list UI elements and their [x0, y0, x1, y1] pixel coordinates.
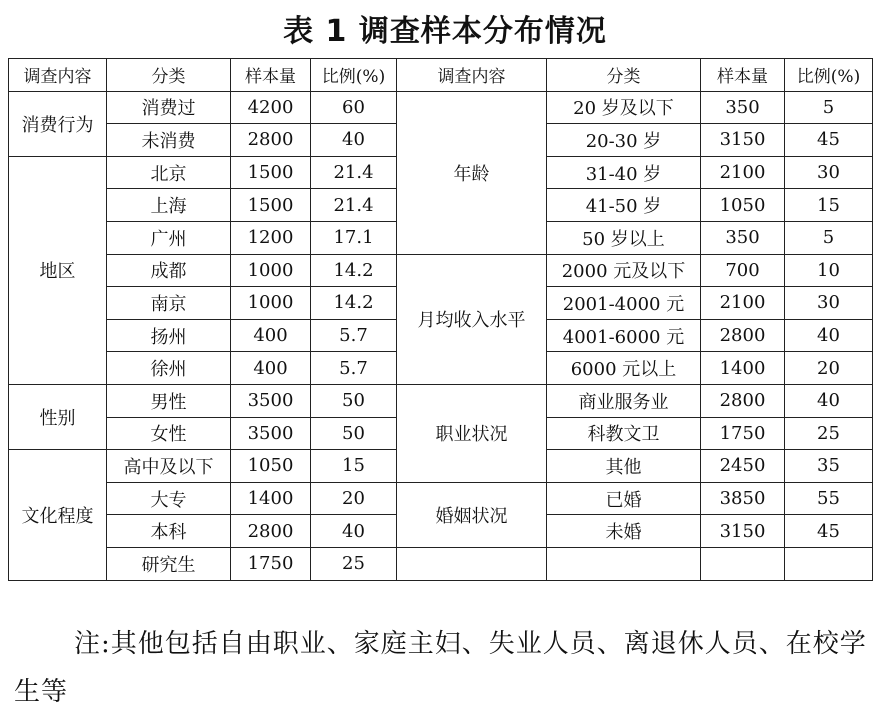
left-sample: 400	[231, 319, 311, 352]
header-left-category: 分类	[107, 59, 231, 92]
header-right-sample: 样本量	[701, 59, 785, 92]
left-category: 成都	[107, 254, 231, 287]
left-category: 研究生	[107, 547, 231, 580]
header-left-content: 调查内容	[9, 59, 107, 92]
left-category: 高中及以下	[107, 450, 231, 483]
left-sample: 2800	[231, 515, 311, 548]
left-sample: 3500	[231, 384, 311, 417]
left-category: 大专	[107, 482, 231, 515]
right-ratio	[785, 547, 873, 580]
header-right-ratio: 比例(%)	[785, 59, 873, 92]
right-ratio: 40	[785, 384, 873, 417]
right-ratio: 45	[785, 124, 873, 157]
right-ratio: 55	[785, 482, 873, 515]
left-ratio: 21.4	[311, 156, 397, 189]
header-right-content: 调查内容	[397, 59, 547, 92]
right-sample: 1750	[701, 417, 785, 450]
left-category: 未消费	[107, 124, 231, 157]
right-sample: 2800	[701, 384, 785, 417]
right-sample: 1050	[701, 189, 785, 222]
left-ratio: 17.1	[311, 221, 397, 254]
table-row	[9, 547, 873, 580]
right-category: 已婚	[547, 482, 701, 515]
right-category: 2001-4000 元	[547, 287, 701, 320]
right-ratio: 5	[785, 91, 873, 124]
right-ratio: 15	[785, 189, 873, 222]
table-title: 表 1 调查样本分布情况	[283, 14, 607, 49]
left-category: 广州	[107, 221, 231, 254]
group-age: 年龄	[397, 91, 547, 254]
right-ratio: 35	[785, 450, 873, 483]
table-row	[9, 384, 873, 417]
footnote: 注:其他包括自由职业、家庭主妇、失业人员、离退休人员、在校学生等	[14, 629, 867, 707]
left-sample: 1050	[231, 450, 311, 483]
left-category: 北京	[107, 156, 231, 189]
group-gender: 性别	[9, 384, 107, 449]
empty-cell	[397, 547, 547, 580]
left-ratio: 5.7	[311, 319, 397, 352]
right-sample: 350	[701, 221, 785, 254]
right-category: 50 岁以上	[547, 221, 701, 254]
right-ratio: 30	[785, 287, 873, 320]
right-category: 31-40 岁	[547, 156, 701, 189]
table-header-row	[9, 59, 873, 92]
left-sample: 1200	[231, 221, 311, 254]
group-occupation: 职业状况	[397, 384, 547, 482]
left-sample: 400	[231, 352, 311, 385]
left-sample: 1750	[231, 547, 311, 580]
left-ratio: 15	[311, 450, 397, 483]
right-sample: 2800	[701, 319, 785, 352]
left-ratio: 50	[311, 417, 397, 450]
right-ratio: 20	[785, 352, 873, 385]
right-category: 20 岁及以下	[547, 91, 701, 124]
left-category: 上海	[107, 189, 231, 222]
right-category: 2000 元及以下	[547, 254, 701, 287]
right-sample: 350	[701, 91, 785, 124]
right-ratio: 25	[785, 417, 873, 450]
left-ratio: 5.7	[311, 352, 397, 385]
right-category: 4001-6000 元	[547, 319, 701, 352]
left-sample: 1500	[231, 189, 311, 222]
right-ratio: 10	[785, 254, 873, 287]
right-sample: 3850	[701, 482, 785, 515]
group-marital: 婚姻状况	[397, 482, 547, 547]
left-ratio: 60	[311, 91, 397, 124]
left-sample: 2800	[231, 124, 311, 157]
left-ratio: 14.2	[311, 287, 397, 320]
right-category: 商业服务业	[547, 384, 701, 417]
group-education: 文化程度	[9, 450, 107, 580]
left-category: 消费过	[107, 91, 231, 124]
left-sample: 1000	[231, 287, 311, 320]
left-category: 扬州	[107, 319, 231, 352]
right-ratio: 40	[785, 319, 873, 352]
left-category: 徐州	[107, 352, 231, 385]
right-ratio: 30	[785, 156, 873, 189]
group-region: 地区	[9, 156, 107, 384]
left-category: 本科	[107, 515, 231, 548]
right-category: 未婚	[547, 515, 701, 548]
right-sample: 3150	[701, 124, 785, 157]
header-left-sample: 样本量	[231, 59, 311, 92]
group-consumption: 消费行为	[9, 91, 107, 156]
left-ratio: 14.2	[311, 254, 397, 287]
left-ratio: 25	[311, 547, 397, 580]
right-category: 科教文卫	[547, 417, 701, 450]
left-category: 南京	[107, 287, 231, 320]
left-sample: 3500	[231, 417, 311, 450]
table-row	[9, 482, 873, 515]
right-sample: 2450	[701, 450, 785, 483]
right-category: 其他	[547, 450, 701, 483]
left-sample: 1500	[231, 156, 311, 189]
left-sample: 4200	[231, 91, 311, 124]
group-income: 月均收入水平	[397, 254, 547, 384]
right-sample	[701, 547, 785, 580]
left-ratio: 40	[311, 515, 397, 548]
left-category: 女性	[107, 417, 231, 450]
left-sample: 1000	[231, 254, 311, 287]
table-row	[9, 91, 873, 124]
header-right-category: 分类	[547, 59, 701, 92]
right-category: 41-50 岁	[547, 189, 701, 222]
left-ratio: 20	[311, 482, 397, 515]
survey-sample-table	[8, 58, 873, 581]
right-sample: 700	[701, 254, 785, 287]
left-ratio: 21.4	[311, 189, 397, 222]
left-ratio: 40	[311, 124, 397, 157]
left-ratio: 50	[311, 384, 397, 417]
right-ratio: 45	[785, 515, 873, 548]
right-category: 6000 元以上	[547, 352, 701, 385]
right-sample: 1400	[701, 352, 785, 385]
right-sample: 3150	[701, 515, 785, 548]
header-left-ratio: 比例(%)	[311, 59, 397, 92]
table-row	[9, 254, 873, 287]
left-sample: 1400	[231, 482, 311, 515]
right-category	[547, 547, 701, 580]
left-category: 男性	[107, 384, 231, 417]
right-category: 20-30 岁	[547, 124, 701, 157]
right-ratio: 5	[785, 221, 873, 254]
right-sample: 2100	[701, 156, 785, 189]
right-sample: 2100	[701, 287, 785, 320]
